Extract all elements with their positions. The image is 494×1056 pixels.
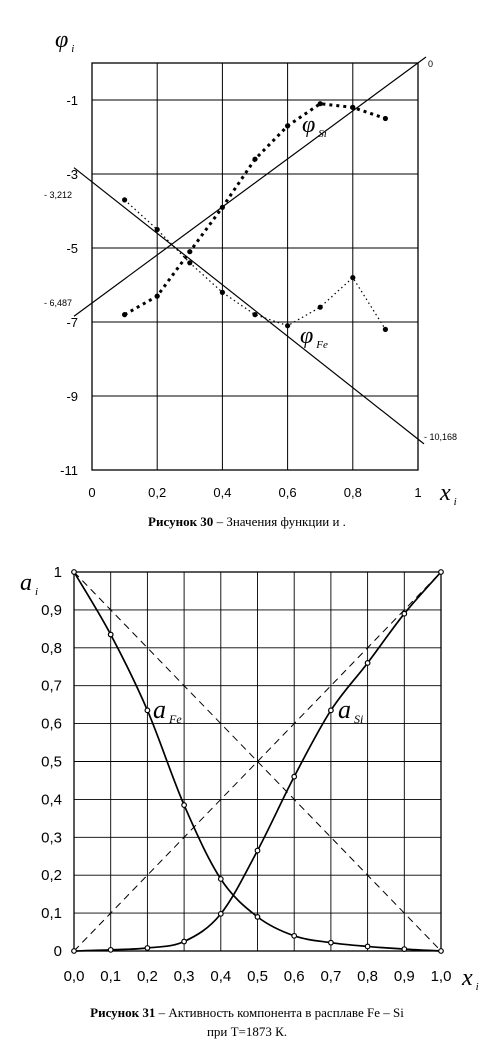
- a-si-point: [439, 570, 444, 575]
- a-si-point: [182, 939, 187, 944]
- x-tick-label: 1,0: [430, 968, 452, 985]
- y-tick-label: -5: [66, 241, 78, 256]
- figure-30-caption: [0, 514, 494, 530]
- y-tick-label: 0,2: [41, 867, 62, 885]
- intercept-label: - 6,487: [44, 298, 73, 309]
- x-tick-label: 0,0: [63, 968, 85, 985]
- phi-fe-label: φ $_{Fe}$: [300, 323, 328, 351]
- y-tick-label: 0,4: [41, 791, 62, 809]
- y-axis-label: φ $_i$: [55, 27, 75, 55]
- x-tick-label: 0,8: [343, 485, 362, 500]
- x-tick-label: 0,6: [283, 968, 305, 985]
- y-tick-label: 0,7: [41, 677, 62, 695]
- y-axis-label: a $_i$: [20, 570, 39, 598]
- y-tick-label: -11: [60, 463, 78, 478]
- x-tick-label: 0,4: [213, 485, 232, 500]
- a-fe-point: [329, 940, 334, 945]
- a-fe-point: [255, 915, 260, 920]
- figure-31-caption-bold: Рисунок 31: [90, 1005, 156, 1020]
- y-tick-label: -7: [66, 315, 78, 330]
- y-tick-label: -1: [66, 93, 78, 108]
- y-tick-label: 1: [53, 564, 62, 581]
- a-si-point: [145, 946, 150, 951]
- figure-31-caption-text: – Активность компонента в расплаве Fe – Si: [155, 1005, 404, 1020]
- a-si-point: [329, 708, 334, 713]
- x-tick-label: 0,7: [320, 968, 342, 985]
- a-si-point: [219, 912, 224, 917]
- x-tick-label: 0,2: [136, 968, 158, 985]
- figure-31-caption: [0, 1005, 494, 1021]
- a-fe-point: [402, 947, 407, 952]
- a-fe-point: [182, 803, 187, 808]
- a-si-point: [72, 949, 77, 954]
- intercept-label: - 3,212: [44, 189, 73, 200]
- phi-si-label: φ $_{Si}$: [302, 112, 327, 140]
- a-fe-label: a Fe: [153, 695, 182, 726]
- a-fe-point: [108, 632, 113, 637]
- a-si-point: [365, 661, 370, 666]
- y-tick-label: 0: [53, 943, 62, 960]
- a-fe-point: [439, 949, 444, 954]
- a-si-point: [108, 948, 113, 953]
- x-tick-label: 0: [88, 485, 96, 500]
- intercept-label: - 10,168: [424, 432, 458, 442]
- figure-31-caption-line2: при Т=1873 К.: [206, 1024, 288, 1039]
- a-si-point: [402, 611, 407, 616]
- x-tick-label: 0,8: [357, 968, 379, 985]
- intercept-label: 0: [428, 59, 434, 69]
- x-tick-label: 0,3: [173, 968, 195, 985]
- a-si-point: [292, 774, 297, 779]
- x-tick-label: 0,9: [393, 968, 415, 985]
- figure-30-caption-bold: Рисунок 30: [148, 514, 214, 529]
- y-tick-label: 0,9: [41, 601, 62, 619]
- y-tick-label: 0,1: [41, 905, 62, 923]
- y-tick-label: 0,8: [41, 639, 62, 657]
- x-tick-label: 0,1: [100, 968, 122, 985]
- figure-30-caption-text: – Значения функции и .: [213, 514, 346, 529]
- y-tick-label: -9: [66, 389, 78, 404]
- a-fe-point: [365, 944, 370, 949]
- y-tick-label: -3: [66, 167, 78, 182]
- a-fe-point: [72, 570, 77, 575]
- x-axis-label: x $_i$: [462, 965, 479, 993]
- y-tick-label: 0,5: [41, 753, 62, 771]
- x-tick-label: 1: [414, 485, 422, 500]
- x-axis-label: x $_i$: [440, 480, 457, 508]
- y-tick-label: 0,6: [41, 715, 62, 733]
- a-fe-point: [292, 934, 297, 939]
- x-tick-label: 0,5: [247, 968, 268, 985]
- a-si-point: [255, 848, 260, 853]
- x-tick-label: 0,6: [278, 485, 297, 500]
- a-fe-point: [219, 877, 224, 882]
- x-tick-label: 0,4: [210, 968, 232, 985]
- x-tick-label: 0,2: [148, 485, 167, 500]
- a-fe-point: [145, 708, 150, 713]
- y-tick-label: 0,3: [41, 829, 62, 847]
- a-si-label: a Si: [338, 695, 364, 726]
